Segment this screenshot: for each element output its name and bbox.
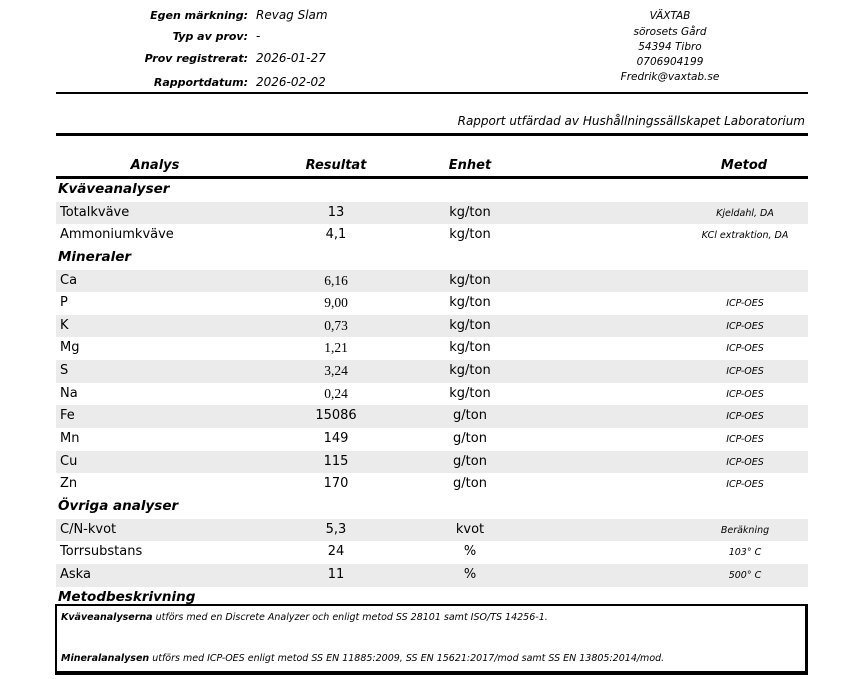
analysis-method: ICP-OES: [726, 479, 764, 491]
analysis-name: Cu: [60, 453, 78, 469]
analysis-name: Torrsubstans: [60, 544, 143, 560]
table-row: [56, 405, 808, 428]
analysis-unit: kg/ton: [449, 204, 491, 220]
table-row: [56, 337, 808, 360]
analysis-unit: g/ton: [453, 408, 487, 424]
section-header: [56, 179, 808, 202]
table-row: [56, 428, 808, 451]
analysis-unit: g/ton: [453, 453, 487, 469]
analysis-method: 103° C: [728, 547, 762, 559]
analysis-name: P: [60, 295, 68, 311]
analysis-unit: %: [463, 566, 477, 582]
analysis-method: ICP-OES: [726, 388, 764, 400]
table-row: [56, 541, 808, 564]
column-header-analys: Analys: [130, 158, 180, 173]
analysis-result: 0,24: [324, 385, 348, 401]
results-table: [56, 179, 808, 609]
method-line-heading: Mineralanalysen: [61, 653, 150, 664]
analysis-result: 0,73: [324, 317, 348, 333]
value-egen-markning: Revag Slam: [256, 8, 328, 22]
analysis-method: ICP-OES: [726, 343, 764, 355]
analysis-result: 13: [327, 204, 345, 220]
analysis-name: K: [60, 317, 69, 333]
analysis-result: 170: [323, 476, 349, 492]
analysis-unit: kvot: [455, 521, 485, 537]
analysis-name: C/N-kvot: [60, 521, 117, 537]
section-header: [56, 247, 808, 270]
section-header: [56, 496, 808, 519]
analysis-name: Ca: [60, 272, 78, 288]
analysis-method: ICP-OES: [726, 366, 764, 378]
analysis-name: Mn: [60, 431, 80, 447]
analysis-name: Ammoniumkväve: [60, 227, 174, 243]
issued-by: Rapport utfärdad av Hushållningssällskapet Laboratorium: [457, 114, 805, 128]
analysis-method: ICP-OES: [726, 456, 764, 468]
analysis-name: Zn: [60, 476, 78, 492]
analysis-unit: kg/ton: [449, 295, 491, 311]
analysis-unit: kg/ton: [449, 272, 491, 288]
analysis-method: Beräkning: [720, 524, 770, 536]
value-rapportdatum: 2026-02-02: [256, 75, 326, 89]
value-prov-registrerat: 2026-01-27: [256, 51, 326, 65]
method-description-box: [55, 604, 808, 675]
analysis-result: 1,21: [324, 340, 348, 356]
table-row: [56, 451, 808, 474]
customer-phone: 0706904199: [636, 56, 704, 68]
table-row: [56, 383, 808, 406]
analysis-method: 500° C: [728, 569, 762, 581]
divider-top: [56, 92, 808, 94]
table-row: [56, 519, 808, 542]
section-title: Kväveanalyser: [58, 181, 170, 197]
table-row: [56, 473, 808, 496]
analysis-unit: g/ton: [453, 431, 487, 447]
analysis-unit: kg/ton: [449, 317, 491, 333]
customer-postal: 54394 Tibro: [638, 41, 702, 53]
analysis-name: Aska: [60, 566, 91, 582]
analysis-method: ICP-OES: [726, 411, 764, 423]
analysis-method: ICP-OES: [726, 298, 764, 310]
divider-issued: [56, 133, 808, 136]
analysis-name: S: [60, 363, 69, 379]
analysis-result: 24: [327, 544, 345, 560]
analysis-unit: kg/ton: [449, 340, 491, 356]
label-prov-registrerat: Prov registrerat:: [144, 52, 248, 65]
table-row: [56, 564, 808, 587]
analysis-method: Kjeldahl, DA: [716, 207, 774, 219]
analysis-result: 3,24: [324, 363, 348, 379]
table-row: [56, 292, 808, 315]
label-typ-av-prov: Typ av prov:: [172, 30, 248, 43]
analysis-name: Totalkväve: [60, 204, 130, 220]
table-row: [56, 202, 808, 225]
analysis-unit: g/ton: [453, 476, 487, 492]
analysis-result: 115: [323, 453, 349, 469]
analysis-method: ICP-OES: [726, 320, 764, 332]
analysis-name: Mg: [60, 340, 80, 356]
analysis-name: Na: [60, 385, 78, 401]
analysis-result: 9,00: [324, 295, 348, 311]
table-row: [56, 360, 808, 383]
analysis-unit: kg/ton: [449, 363, 491, 379]
analysis-result: 149: [323, 431, 349, 447]
customer-name: VÄXTAB: [649, 10, 691, 22]
analysis-name: Fe: [60, 408, 75, 424]
analysis-method: ICP-OES: [726, 434, 764, 446]
analysis-method: KCl extraktion, DA: [701, 230, 789, 242]
method-line-heading: Kväveanalyserna: [61, 612, 153, 623]
method-line-mineral: [61, 653, 664, 664]
section-title: Metodbeskrivning: [58, 588, 196, 605]
analysis-unit: kg/ton: [449, 385, 491, 401]
analysis-unit: %: [463, 544, 477, 560]
section-title: Övriga analyser: [58, 497, 179, 514]
analysis-result: 15086: [315, 408, 357, 424]
method-line-text: utförs med en Discrete Analyzer och enligt metod SS 28101 samt ISO/TS 14256-1.: [152, 612, 548, 623]
analysis-result: 11: [327, 566, 345, 582]
section-title: Mineraler: [58, 248, 132, 265]
method-line-text: utförs med ICP-OES enligt metod SS EN 11885:2009, SS EN 15621:2017/mod samt SS EN 13805:2014/mod.: [149, 653, 665, 664]
analysis-result: 6,16: [324, 272, 348, 288]
label-egen-markning: Egen märkning:: [150, 9, 248, 22]
column-header-resultat: Resultat: [305, 158, 367, 173]
value-typ-av-prov: -: [256, 29, 261, 43]
column-header-enhet: Enhet: [448, 158, 492, 173]
table-row: [56, 224, 808, 247]
method-line-kvave: [61, 612, 548, 623]
customer-address-line: sörosets Gård: [633, 26, 707, 38]
table-row: [56, 270, 808, 293]
table-row: [56, 315, 808, 338]
analysis-result: 5,3: [325, 521, 347, 537]
label-rapportdatum: Rapportdatum:: [153, 76, 248, 89]
customer-email: Fredrik@vaxtab.se: [620, 71, 720, 83]
analysis-result: 4,1: [325, 227, 347, 243]
column-header-metod: Metod: [720, 158, 768, 173]
analysis-unit: kg/ton: [449, 227, 491, 243]
